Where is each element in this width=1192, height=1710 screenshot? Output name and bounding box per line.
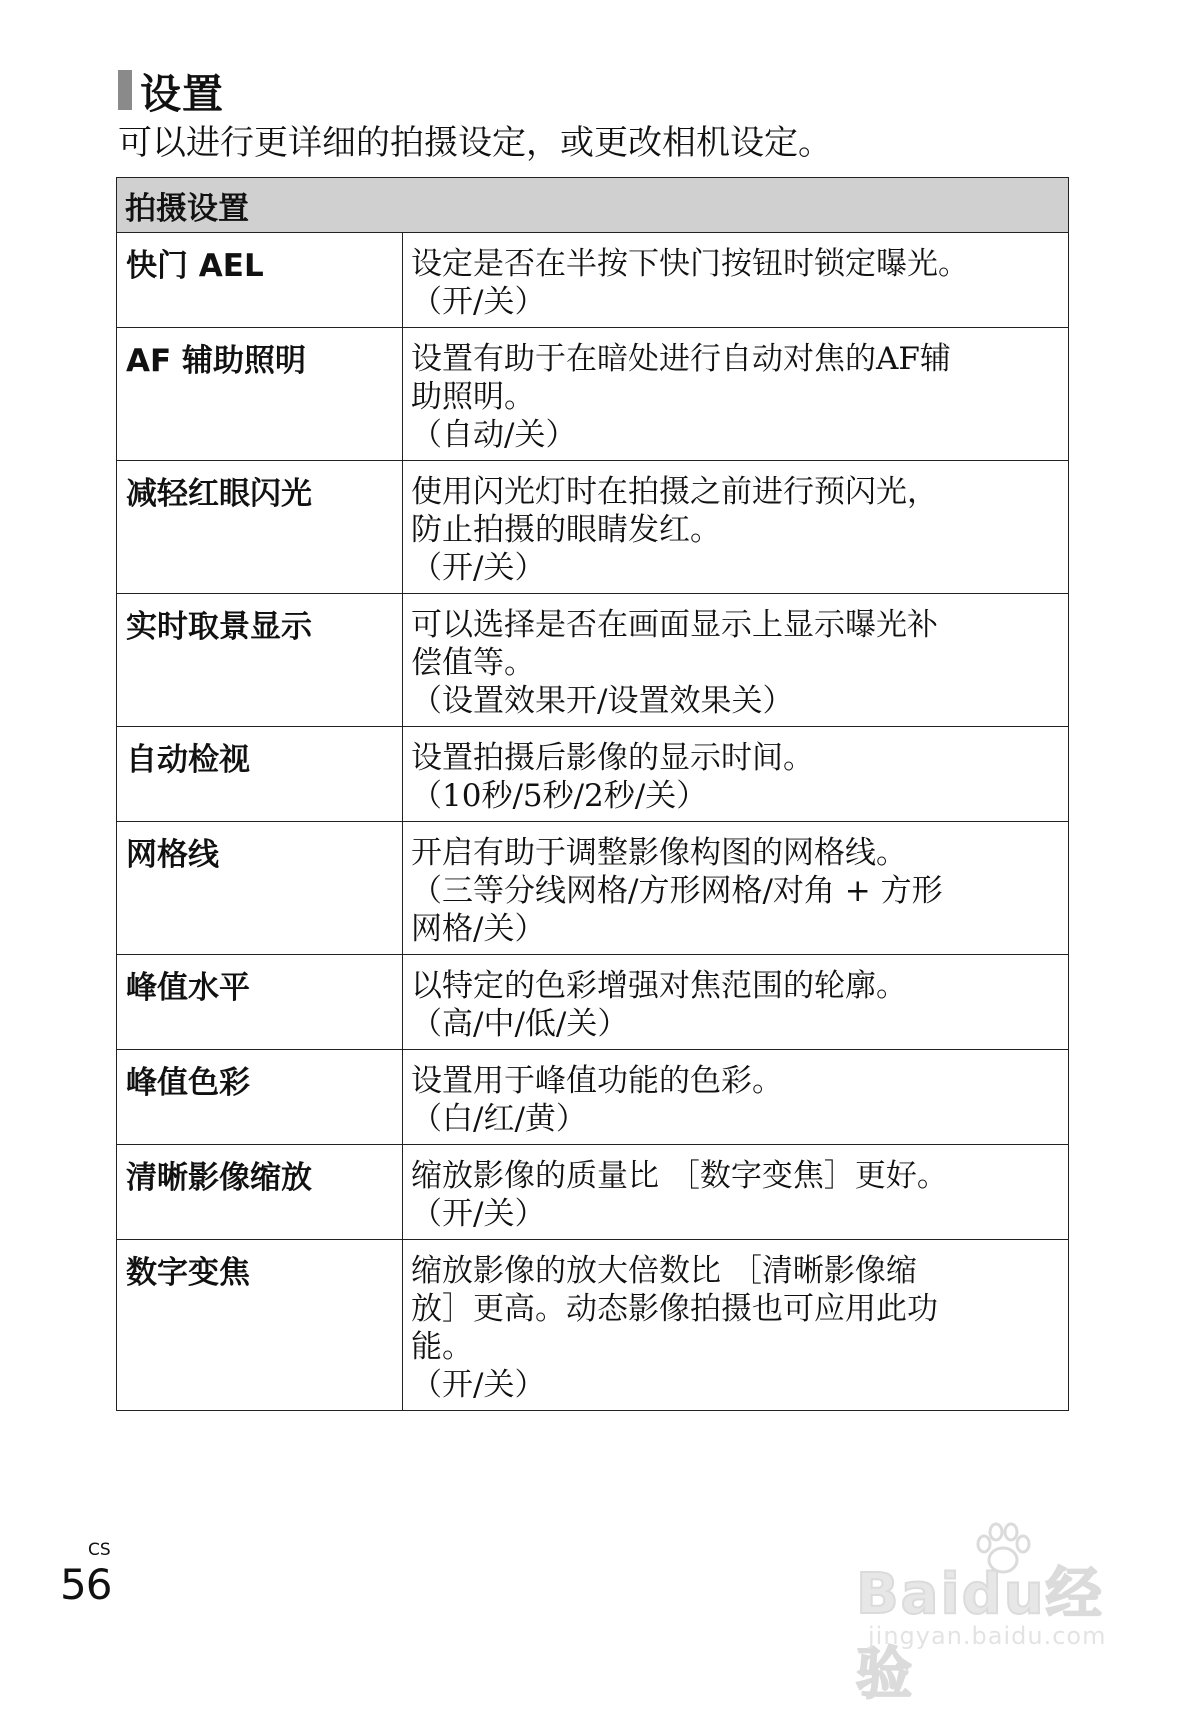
setting-name: 峰值水平 [117,955,403,1050]
setting-description [403,1145,1069,1240]
table-row [117,594,1069,727]
options-line: （设置效果开/设置效果关） [411,683,794,719]
description-line: 设定是否在半按下快门按钮时锁定曝光。 [411,246,969,282]
heading-marker [118,70,132,110]
setting-description [403,955,1069,1050]
table-row [117,1240,1069,1411]
heading-title: 设置 [140,69,224,118]
watermark [850,1520,1140,1707]
description-line: 缩放影像的放大倍数比 ［清晰影像缩 [411,1253,917,1289]
setting-description [403,461,1069,594]
setting-description [403,233,1069,328]
settings-table [116,177,1069,1411]
description-line: 偿值等。 [411,645,535,681]
description-line: 能。 [411,1329,473,1365]
options-line: （高/中/低/关） [411,1006,629,1042]
description-line: 开启有助于调整影像构图的网格线。 [411,835,907,871]
description-line: 缩放影像的质量比 ［数字变焦］更好。 [411,1158,948,1194]
setting-name: 快门 AEL [117,233,403,328]
setting-description [403,1050,1069,1145]
table-row [117,328,1069,461]
setting-name: 实时取景显示 [117,594,403,727]
setting-name: 网格线 [117,822,403,955]
page-language-code: CS [88,1540,111,1560]
options-line: （三等分线网格/方形网格/对角 + 方形 [411,873,943,909]
setting-description [403,822,1069,955]
page-number: 56 [60,1560,112,1609]
table-row [117,461,1069,594]
options-line: （开/关） [411,1367,546,1403]
description-line: 设置用于峰值功能的色彩。 [411,1063,783,1099]
intro-text: 可以进行更详细的拍摄设定，或更改相机设定。 [118,123,832,163]
options-line: （开/关） [411,284,546,320]
table-row [117,822,1069,955]
description-line: 可以选择是否在画面显示上显示曝光补 [411,607,938,643]
watermark-url: jingyan.baidu.com [868,1622,1107,1650]
setting-name: 峰值色彩 [117,1050,403,1145]
description-line: 以特定的色彩增强对焦范围的轮廓。 [411,968,907,1004]
description-line: 使用闪光灯时在拍摄之前进行预闪光， [411,474,938,510]
setting-name: AF 辅助照明 [117,328,403,461]
options-line: （自动/关） [411,417,577,453]
setting-name: 减轻红眼闪光 [117,461,403,594]
description-line: 放］更高。动态影像拍摄也可应用此功 [411,1291,938,1327]
description-line: 助照明。 [411,379,535,415]
options-line: （白/红/黄） [411,1101,587,1137]
table-row [117,1145,1069,1240]
options-line: （10秒/5秒/2秒/关） [411,778,708,814]
table-row [117,1050,1069,1145]
setting-description [403,727,1069,822]
watermark-brand: Baidu经验 [856,1562,1104,1707]
table-row [117,233,1069,328]
description-line: 防止拍摄的眼睛发红。 [411,512,721,548]
setting-name: 清晰影像缩放 [117,1145,403,1240]
options-line: （开/关） [411,1196,546,1232]
table-row [117,727,1069,822]
setting-description [403,1240,1069,1411]
setting-name: 自动检视 [117,727,403,822]
section-heading [118,62,224,118]
setting-name: 数字变焦 [117,1240,403,1411]
description-line: 设置拍摄后影像的显示时间。 [411,740,814,776]
table-section-row [117,178,1069,233]
description-line: 设置有助于在暗处进行自动对焦的AF辅 [411,341,951,377]
options-line: （开/关） [411,550,546,586]
setting-description [403,328,1069,461]
table-section-header: 拍摄设置 [117,178,1069,233]
options-line: 网格/关） [411,911,546,947]
setting-description [403,594,1069,727]
table-row [117,955,1069,1050]
